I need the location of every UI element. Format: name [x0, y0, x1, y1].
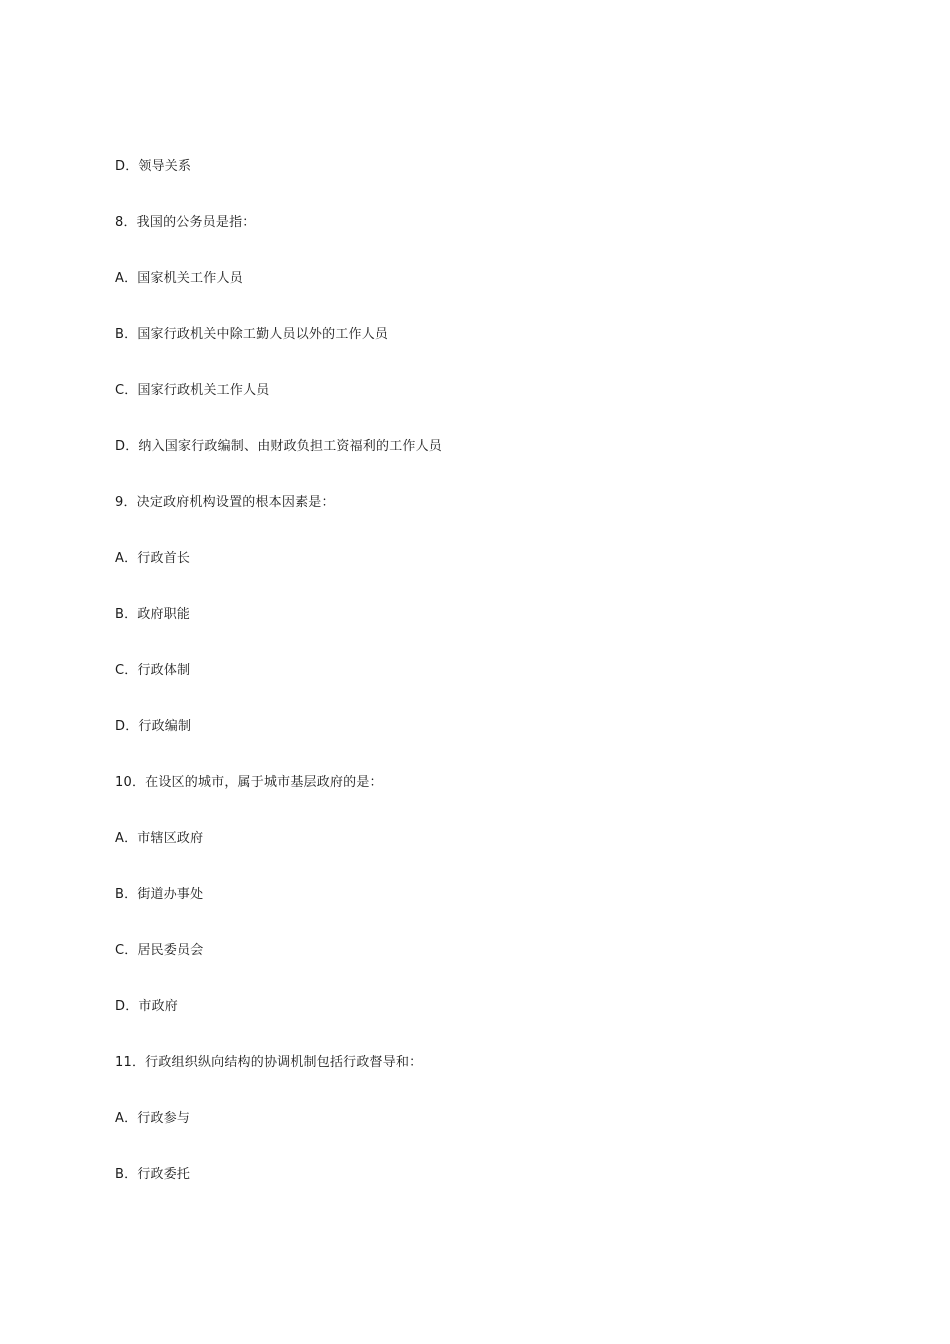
option-c-q9: C．行政体制	[115, 663, 191, 678]
option-b-q9: B．政府职能	[115, 607, 191, 622]
question-10: 10．在设区的城市，属于城市基层政府的是：	[115, 775, 383, 790]
option-b-q10: B．街道办事处	[115, 887, 204, 902]
question-11: 11．行政组织纵向结构的协调机制包括行政督导和：	[115, 1055, 423, 1070]
option-d-q10: D．市政府	[115, 999, 179, 1014]
option-b-q8: B．国家行政机关中除工勤人员以外的工作人员	[115, 327, 389, 342]
option-c-q8: C．国家行政机关工作人员	[115, 383, 270, 398]
option-c-q10: C．居民委员会	[115, 943, 204, 958]
option-a-q8: A．国家机关工作人员	[115, 271, 243, 286]
option-d-q8: D．纳入国家行政编制、由财政负担工资福利的工作人员	[115, 439, 443, 454]
option-d-q7: D．领导关系	[115, 159, 192, 174]
option-a-q11: A．行政参与	[115, 1111, 191, 1126]
option-a-q10: A．市辖区政府	[115, 831, 204, 846]
option-b-q11: B．行政委托	[115, 1167, 191, 1182]
option-a-q9: A．行政首长	[115, 551, 191, 566]
question-8: 8．我国的公务员是指：	[115, 215, 256, 230]
question-9: 9．决定政府机构设置的根本因素是：	[115, 495, 335, 510]
option-d-q9: D．行政编制	[115, 719, 192, 734]
